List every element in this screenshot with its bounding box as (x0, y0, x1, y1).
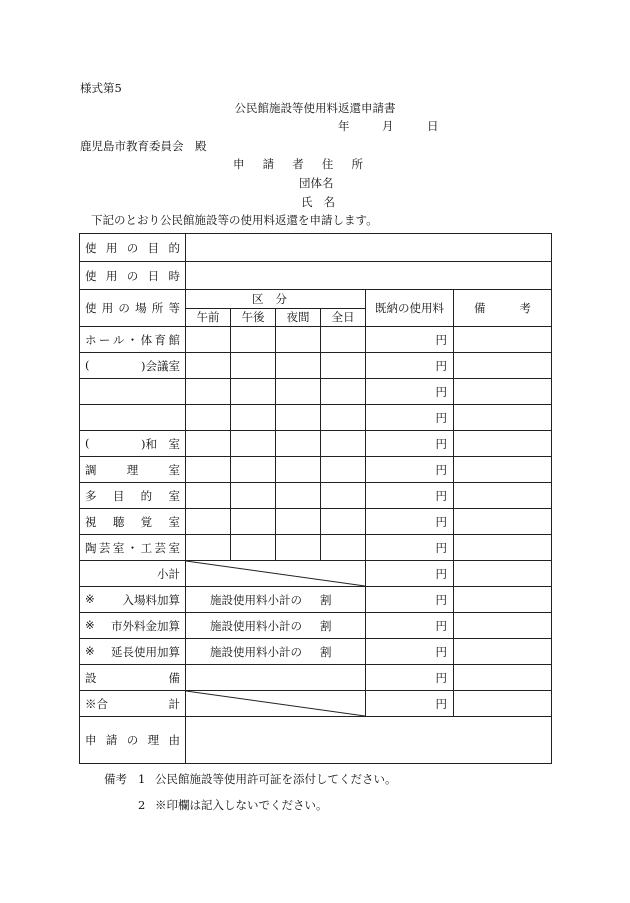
room-label: ( )会議室 (80, 353, 186, 379)
room-row (80, 431, 552, 457)
room-period-cell[interactable] (231, 379, 276, 405)
reason-field[interactable] (186, 717, 552, 764)
reason-row (80, 717, 552, 764)
surcharge-remarks[interactable] (454, 613, 552, 639)
room-period-cell[interactable] (186, 535, 231, 561)
room-period-cell[interactable] (276, 509, 321, 535)
room-row (80, 327, 552, 353)
surcharge-name: 市外料金加算 (111, 618, 180, 633)
room-period-cell[interactable] (321, 327, 366, 353)
room-period-cell[interactable] (276, 405, 321, 431)
surcharge-mark: ※ (85, 643, 95, 658)
room-fee-amount[interactable]: 円 (366, 327, 454, 353)
room-remarks[interactable] (454, 327, 552, 353)
room-remarks[interactable] (454, 535, 552, 561)
applicant-org-label: 団体名 (299, 176, 334, 190)
subtotal-amount[interactable]: 円 (366, 561, 454, 587)
document-title: 公民館施設等使用料返還申請書 (234, 101, 396, 115)
note-2-text: ※印欄は記入しないでください。 (155, 798, 328, 812)
paid-fee-header: 既納の使用料 (366, 290, 454, 327)
subtotal-remarks[interactable] (454, 561, 552, 587)
room-period-cell[interactable] (186, 379, 231, 405)
room-period-cell[interactable] (186, 509, 231, 535)
room-remarks[interactable] (454, 509, 552, 535)
room-period-cell[interactable] (321, 379, 366, 405)
equipment-row (80, 665, 552, 691)
room-period-cell[interactable] (321, 483, 366, 509)
room-period-cell[interactable] (186, 483, 231, 509)
room-period-cell[interactable] (231, 431, 276, 457)
room-remarks[interactable] (454, 353, 552, 379)
room-period-cell[interactable] (276, 379, 321, 405)
room-period-cell[interactable] (321, 353, 366, 379)
purpose-label: 使 用 の 目 的 (80, 234, 186, 262)
surcharge-row (80, 587, 552, 613)
room-row (80, 405, 552, 431)
room-row (80, 535, 552, 561)
surcharge-label (80, 639, 186, 665)
room-period-cell[interactable] (231, 457, 276, 483)
purpose-row (80, 234, 552, 262)
total-row (80, 691, 552, 717)
room-period-cell[interactable] (276, 353, 321, 379)
room-label (80, 379, 186, 405)
equipment-remarks[interactable] (454, 665, 552, 691)
room-row (80, 483, 552, 509)
date-day-label: 日 (427, 119, 439, 133)
room-fee-amount[interactable]: 円 (366, 353, 454, 379)
room-label: ( )和 室 (80, 431, 186, 457)
period-morning: 午前 (186, 308, 231, 327)
applicant-address-label: 申 請 者 住 所 (233, 157, 363, 171)
room-fee-amount[interactable]: 円 (366, 379, 454, 405)
surcharge-remarks[interactable] (454, 587, 552, 613)
datetime-field[interactable] (186, 262, 552, 290)
room-period-cell[interactable] (231, 405, 276, 431)
subtotal-diagonal (186, 561, 366, 587)
room-label (80, 405, 186, 431)
room-fee-amount[interactable]: 円 (366, 431, 454, 457)
surcharge-row (80, 613, 552, 639)
room-row (80, 379, 552, 405)
remarks-header: 備 考 (454, 290, 552, 327)
room-period-cell[interactable] (231, 327, 276, 353)
period-evening: 夜間 (276, 308, 321, 327)
room-label: 視 聴 覚 室 (80, 509, 186, 535)
room-period-cell[interactable] (276, 431, 321, 457)
surcharge-mark: ※ (85, 617, 95, 632)
room-period-cell[interactable] (186, 405, 231, 431)
room-fee-amount[interactable]: 円 (366, 457, 454, 483)
surcharge-label (80, 613, 186, 639)
room-row (80, 353, 552, 379)
room-label: 多 目 的 室 (80, 483, 186, 509)
total-diagonal (186, 691, 366, 717)
room-period-cell[interactable] (276, 327, 321, 353)
refund-application-table (79, 233, 552, 764)
room-period-cell[interactable] (276, 483, 321, 509)
room-remarks[interactable] (454, 405, 552, 431)
room-period-cell[interactable] (231, 483, 276, 509)
room-period-cell[interactable] (321, 431, 366, 457)
room-period-cell[interactable] (186, 353, 231, 379)
applicant-name-label: 氏 名 (301, 195, 335, 209)
surcharge-label (80, 587, 186, 613)
room-period-cell[interactable] (321, 457, 366, 483)
surcharge-amount[interactable]: 円 (366, 639, 454, 665)
room-row (80, 509, 552, 535)
room-fee-amount[interactable]: 円 (366, 509, 454, 535)
room-remarks[interactable] (454, 457, 552, 483)
surcharge-amount[interactable]: 円 (366, 587, 454, 613)
reason-label: 申 請 の 理 由 (80, 717, 186, 764)
room-period-cell[interactable] (186, 457, 231, 483)
intro-text: 下記のとおり公民館施設等の使用料返還を申請します。 (91, 213, 378, 227)
room-fee-amount[interactable]: 円 (366, 535, 454, 561)
period-afternoon: 午後 (231, 308, 276, 327)
note-1-text: 公民館施設等使用許可証を添付してください。 (155, 772, 397, 786)
surcharge-mark: ※ (85, 591, 95, 606)
equipment-field[interactable] (186, 665, 366, 691)
surcharge-remarks[interactable] (454, 639, 552, 665)
surcharge-name: 入場料加算 (122, 592, 180, 607)
total-amount[interactable]: 円 (366, 691, 454, 717)
place-label: 使 用 の 場 所 等 (80, 290, 186, 327)
surcharge-formula: 施設使用料小計の 割 (186, 587, 366, 613)
surcharge-formula: 施設使用料小計の 割 (186, 639, 366, 665)
surcharge-formula: 施設使用料小計の 割 (186, 613, 366, 639)
room-remarks[interactable] (454, 431, 552, 457)
subtotal-label: 小計 (80, 561, 186, 587)
equipment-amount[interactable]: 円 (366, 665, 454, 691)
date-year-label: 年 (338, 119, 350, 133)
division-header: 区分 (186, 290, 366, 309)
equipment-label: 設 備 (80, 665, 186, 691)
room-period-cell[interactable] (231, 509, 276, 535)
surcharge-name: 延長使用加算 (111, 644, 180, 659)
notes-heading: 備考 (104, 772, 127, 786)
room-period-cell[interactable] (276, 457, 321, 483)
place-header-row (80, 290, 552, 309)
room-period-cell[interactable] (321, 405, 366, 431)
total-remarks[interactable] (454, 691, 552, 717)
datetime-row (80, 262, 552, 290)
period-allday: 全日 (321, 308, 366, 327)
room-period-cell[interactable] (321, 535, 366, 561)
datetime-label: 使 用 の 日 時 (80, 262, 186, 290)
date-month-label: 月 (382, 119, 394, 133)
addressee: 鹿児島市教育委員会 殿 (80, 139, 207, 153)
total-label: ※合 計 (80, 691, 186, 717)
form-number: 様式第5 (80, 81, 122, 95)
room-remarks[interactable] (454, 483, 552, 509)
room-period-cell[interactable] (276, 535, 321, 561)
room-fee-amount[interactable]: 円 (366, 405, 454, 431)
room-period-cell[interactable] (186, 327, 231, 353)
surcharge-amount[interactable]: 円 (366, 613, 454, 639)
room-period-cell[interactable] (231, 353, 276, 379)
note-2-number: 2 (138, 798, 146, 812)
room-label: 陶 芸 室 ・ 工 芸 室 (80, 535, 186, 561)
room-label: ホ ー ル ・ 体 育 館 (80, 327, 186, 353)
room-label: 調 理 室 (80, 457, 186, 483)
room-fee-amount[interactable]: 円 (366, 483, 454, 509)
room-period-cell[interactable] (321, 509, 366, 535)
room-period-cell[interactable] (231, 535, 276, 561)
room-period-cell[interactable] (186, 431, 231, 457)
note-1-number: 1 (138, 772, 146, 786)
room-row (80, 457, 552, 483)
purpose-field[interactable] (186, 234, 552, 262)
room-remarks[interactable] (454, 379, 552, 405)
subtotal-row (80, 561, 552, 587)
surcharge-row (80, 639, 552, 665)
